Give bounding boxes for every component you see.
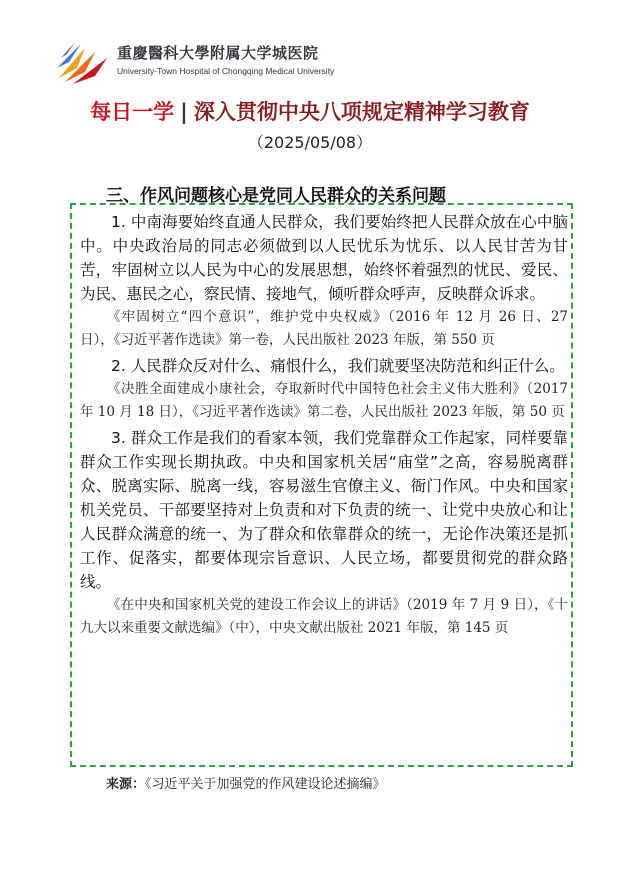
item-1-citation: 《牢固树立“四个意识”，维护党中央权威》（2016 年 12 月 26 日、27 日），《习近平著作选读》第一卷，人民出版社 2023 年版，第 550 页 bbox=[80, 309, 568, 348]
hospital-name-en: University-Town Hospital of Chongqing Medical University bbox=[117, 66, 335, 76]
section-heading: 三、作风问题核心是党同人民群众的关系问题 bbox=[106, 186, 446, 206]
title-tag: 每日一学 bbox=[90, 100, 175, 124]
title-separator: | bbox=[180, 100, 188, 124]
item-3-citation: 《在中央和国家机关党的建设工作会议上的讲话》（2019 年 7 月 9 日），《十九大以来重要文献选编》（中），中央文献出版社 2021 年版，第 145 页 bbox=[80, 597, 568, 636]
hospital-logo-icon bbox=[55, 38, 111, 86]
item-2-text: 2. 人民群众反对什么、痛恨什么，我们就要坚决防范和纠正什么。 bbox=[111, 357, 565, 375]
title-main: 深入贯彻中央八项规定精神学习教育 bbox=[193, 100, 530, 124]
hospital-name-cn: 重慶醫科大學附属大学城医院 bbox=[117, 44, 319, 62]
source-label: 来源： bbox=[106, 777, 146, 792]
source-line bbox=[106, 773, 386, 792]
source-text: 《习近平关于加强党的作风建设论述摘编》 bbox=[145, 777, 386, 792]
item-1-text: 1. 中南海要始终直通人民群众，我们要始终把人民群众放在心中脑中。中央政治局的同志必须做到以人民忧乐为忧乐、以人民甘苦为甘苦，牢固树立以人民为中心的发展思想，始终怀着强烈的忧民、爱民、为民、惠民之心，察民情、接地气，倾听群众呼声，反映群众诉求。 bbox=[80, 213, 568, 303]
item-3-text: 3. 群众工作是我们的看家本领，我们党靠群众工作起家，同样要靠群众工作实现长期执政。中央和国家机关居“庙堂”之高，容易脱离群众、脱离实际、脱离一线，容易滋生官僚主义、衙门作风。中央和国家机关党员、干部要坚持对上负责和对下负责的统一、让党中央放心和让人民群众满意的统一、为了群众和依靠群众的统一，无论作决策还是抓工作、促落实，都要体现宗旨意识、人民立场，都要贯彻党的群众路线。 bbox=[80, 429, 568, 591]
content-body bbox=[80, 210, 568, 642]
publish-date: （2025/05/08） bbox=[247, 133, 373, 152]
page-title bbox=[0, 96, 620, 126]
item-2-citation: 《决胜全面建成小康社会，夺取新时代中国特色社会主义伟大胜利》（2017 年 10 月 18 日），《习近平著作选读》第二卷，人民出版社 2023 年版，第 50 页 bbox=[80, 381, 568, 420]
hospital-header bbox=[55, 38, 355, 88]
